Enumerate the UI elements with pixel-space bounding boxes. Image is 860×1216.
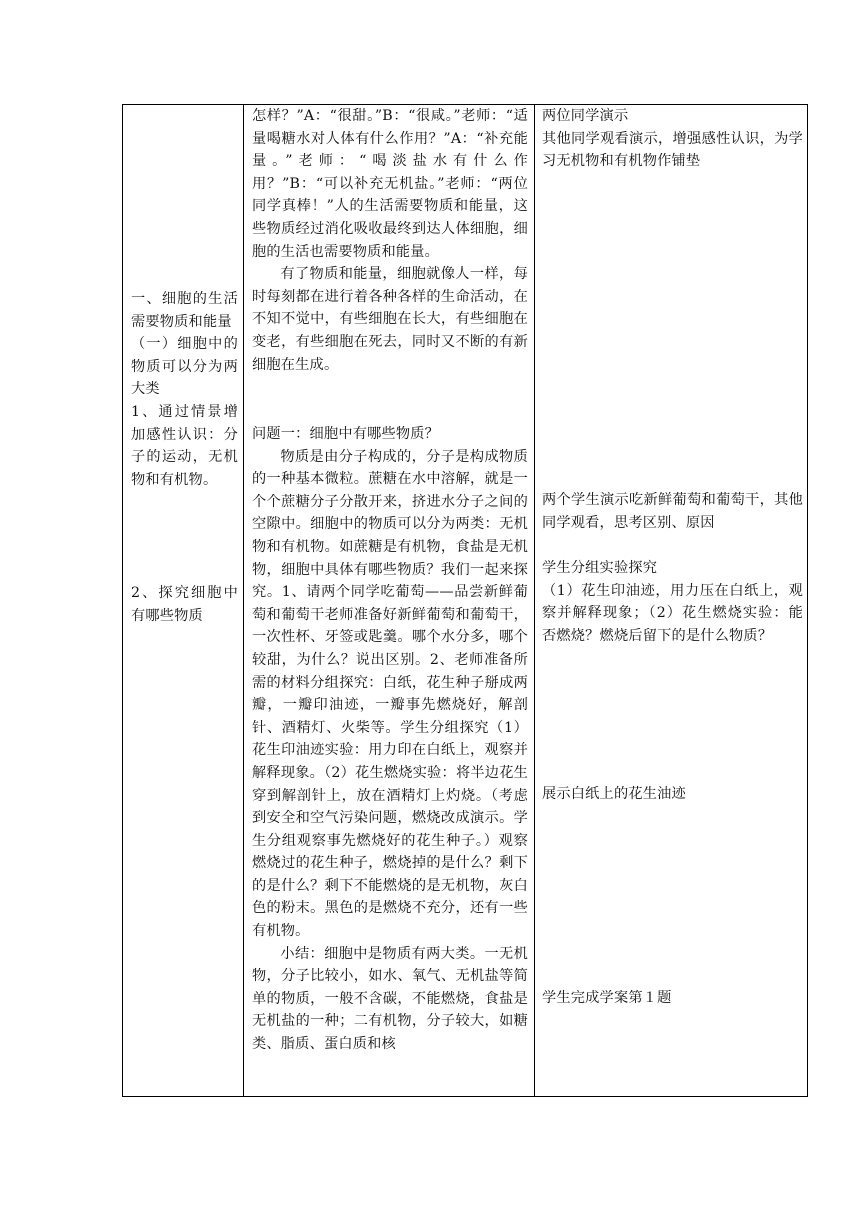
outline-item-1: 1、通过情景增加感性认识：分子的运动，无机物和有机物。: [131, 403, 238, 488]
grape-demo-note: 两个学生演示吃新鲜葡萄和葡萄干，其他同学观看，思考区别、原因: [542, 492, 803, 531]
group-experiment-body: （1）花生印油迹，用力压在白纸上，观察并解释现象；（2）花生燃烧实验：能否燃烧？燃烧后留下的是什么物质？: [542, 582, 803, 644]
teacher-text-block-1: [252, 105, 528, 376]
outline-section-heading: [131, 288, 238, 491]
student-block-5: [542, 987, 803, 1010]
group-experiment-title: 学生分组实验探究: [542, 560, 658, 576]
outline-item-2: 2、探究细胞中有哪些物质: [131, 585, 238, 624]
outline-item-block: [131, 582, 238, 627]
student-block-3: [542, 557, 803, 647]
question-one: 问题一：细胞中有哪些物质？: [252, 426, 440, 442]
oil-stain-note: 展示白纸上的花生油迹: [542, 786, 686, 802]
section-heading-2: （一）细胞中的物质可以分为两大类: [131, 336, 238, 398]
teacher-activity-column: [243, 105, 534, 1096]
outline-column: [123, 105, 243, 1096]
student-block-2: [542, 489, 803, 534]
inquiry-paragraph: 物质是由分子构成的，分子是构成物质的一种基本微粒。蔗糖在水中溶解，就是一个个蔗糖分子分散开来，挤进水分子之间的空隙中。细胞中的物质可以分为两类：无机物和有机物。如蔗糖是有机物，食盐是无机物，细胞中具体有哪些物质？我们一起来探究。1、请两个同学吃葡萄——品尝新鲜葡萄和葡萄干老师准备好新鲜葡萄和葡萄干，一次性杯、牙签或匙羹。哪个水分多，哪个较甜，为什么？说出区别。2、老师准备所需的材料分组探究：白纸，花生种子掰成两瓣，一瓣印油迹，一瓣事先燃烧好，解剖针、酒精灯、火柴等。学生分组探究（1）花生印油迹实验：用力印在白纸上，观察并解释现象。（2）花生燃烧实验：将半边花生穿到解剖针上，放在酒精灯上灼烧。（考虑到安全和空气污染问题，燃烧改成演示。学生分组观察事先燃烧好的花生种子。）观察燃烧过的花生种子，燃烧掉的是什么？剩下的是什么？剩下不能燃烧的是无机物，灰白色的粉末。黑色的是燃烧不充分，还有一些有机物。: [252, 448, 528, 940]
summary-paragraph: 小结：细胞中是物质有两大类。一无机物，分子比较小，如水、氧气、无机盐等简单的物质，一般不含碳，不能燃烧，食盐是无机盐的一种；二有机物，分子较大，如糖类、脂质、蛋白质和核: [252, 945, 528, 1053]
student-demo-note: 两位同学演示 其他同学观看演示，增强感性认识，为学习无机物和有机物作铺垫: [542, 108, 803, 170]
life-activity-paragraph: 有了物质和能量，细胞就像人一样，每时每刻都在进行着各种各样的生命活动，在不知不觉中，有些细胞在长大，有些细胞在变老，有些细胞在死去，同时又不断的有新细胞在生成。: [252, 266, 528, 373]
student-block-4: [542, 783, 803, 806]
dialogue-paragraph: 怎样？”A：“很甜。”B：“很咸。”老师：“适量喝糖水对人体有什么作用？”A：“补充能量。”老师：“喝淡盐水有什么作用？”B：“可以补充无机盐。”老师：“两位同学真棒！”人的生活需要物质和能量，这些物质经过消化吸收最终到达人体细胞，细胞的生活也需要物质和能量。: [252, 108, 528, 260]
lesson-table: [122, 104, 808, 1097]
teacher-text-block-2: [252, 423, 528, 1056]
worksheet-note: 学生完成学案第１题: [542, 990, 672, 1006]
student-block-1: [542, 105, 803, 173]
student-activity-column: [534, 105, 809, 1096]
section-heading-1: 一、细胞的生活需要物质和能量: [131, 291, 238, 330]
